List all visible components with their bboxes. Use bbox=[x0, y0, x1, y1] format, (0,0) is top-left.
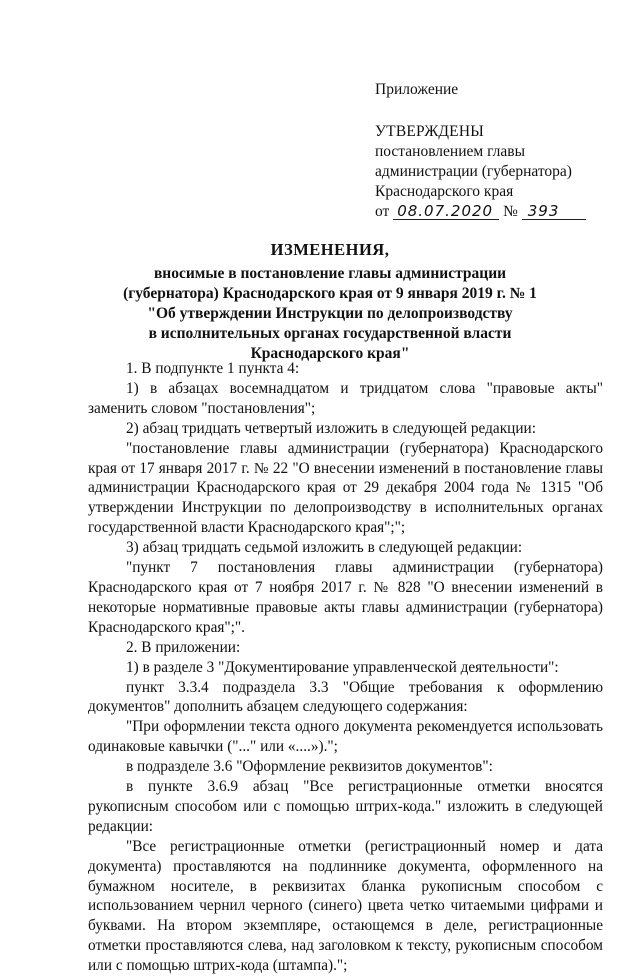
paragraph: 1. В подпункте 1 пункта 4: bbox=[126, 360, 300, 377]
paragraph: 1) в абзацах восемнадцатом и тридцатом слова "правовые акты" заменить словом "постановления"; bbox=[88, 379, 603, 417]
approved-by-line-2: администрации (губернатора) bbox=[375, 163, 572, 180]
approved-by-line-3: Краснодарского края bbox=[375, 183, 514, 200]
paragraph: "постановление главы администрации (губернатора) Краснодарского края от 17 января 2017 г. № 22 "О внесении изменений в постановление главы администрации Краснодарского края от 29 декабря 2004 года № 1315 "Об утверждении Инструкции по делопроизводству в исполнительных органах государственной власти Краснодарского края";"; bbox=[88, 439, 603, 537]
paragraph: 3) абзац тридцать седьмой изложить в следующей редакции: bbox=[126, 539, 523, 557]
document-body bbox=[88, 359, 603, 976]
paragraph: пункт 3.3.4 подраздела 3.3 "Общие требования к оформлению документов" дополнить абзацем следующего содержания: bbox=[88, 678, 603, 716]
title-line-4: в исполнительных органах государственной власти bbox=[148, 325, 512, 342]
number-prefix: № bbox=[503, 203, 518, 220]
date-prefix: от bbox=[375, 203, 390, 220]
date-number-line bbox=[375, 202, 605, 222]
paragraph: "Все регистрационные отметки (регистрационный номер и дата документа) проставляются на подлиннике документа, оформленного на бумажном носителе, в реквизитах бланка рукописным способом с использованием чернил черного (синего) цвета четко читаемыми цифрами и буквами. На втором экземпляре, остающемся в деле, регистрационные отметки проставляются слева, над заголовком к тексту, рукописным способом или с помощью штрих-кода (штампа)."; bbox=[88, 837, 603, 975]
paragraph: "При оформлении текста одного документа рекомендуется использовать одинаковые кавычки ("..." или «....»)."; bbox=[88, 718, 603, 756]
paragraph: "пункт 7 постановления главы администрации (губернатора) Краснодарского края от 7 ноября 2017 г. № 828 "О внесении изменений в некоторые нормативные правовые акты главы администрации (губернатора) Краснодарского края";". bbox=[88, 559, 603, 636]
approved-label: УТВЕРЖДЕНЫ bbox=[375, 123, 484, 140]
approval-stamp bbox=[375, 80, 605, 222]
title-line-2: (губернатора) Краснодарского края от 9 января 2019 г. № 1 bbox=[123, 285, 537, 302]
paragraph: 1) в разделе 3 "Документирование управленческой деятельности": bbox=[126, 658, 559, 676]
title-line-1: вносимые в постановление главы администрации bbox=[153, 265, 507, 282]
handwritten-number: 393 bbox=[522, 203, 586, 220]
paragraph: 2) абзац тридцать четвертый изложить в следующей редакции: bbox=[126, 419, 536, 437]
annex-label: Приложение bbox=[375, 81, 459, 98]
paragraph: в пункте 3.6.9 абзац "Все регистрационные отметки вносятся рукописным способом или с помощью штрих-кода." изложить в следующей редакции: bbox=[88, 778, 603, 835]
approved-by-line-1: постановлением главы bbox=[375, 143, 525, 160]
handwritten-date: 08.07.2020 bbox=[393, 203, 499, 220]
paragraph: в подразделе 3.6 "Оформление реквизитов документов": bbox=[126, 758, 493, 776]
title-line-5: Краснодарского края" bbox=[250, 345, 410, 362]
paragraph: 2. В приложении: bbox=[126, 638, 241, 656]
title-line-3: "Об утверждении Инструкции по делопроизводству bbox=[147, 305, 513, 322]
document-title bbox=[100, 240, 560, 364]
title-main: ИЗМЕНЕНИЯ, bbox=[270, 240, 390, 259]
